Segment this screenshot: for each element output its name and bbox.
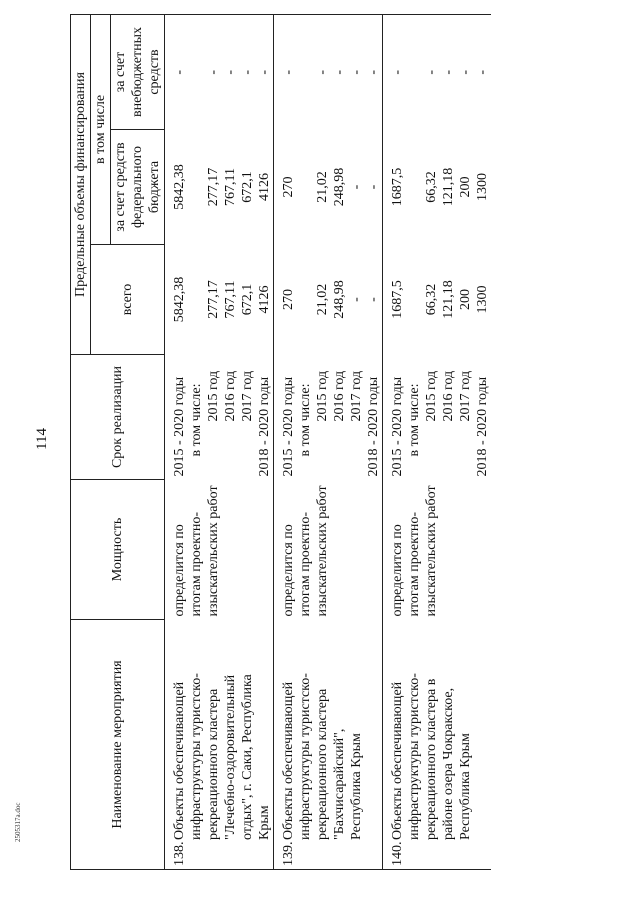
total-line: 121,18 — [441, 280, 456, 319]
rotated-table-container — [70, 15, 570, 870]
total-line: 270 — [281, 289, 296, 310]
period-line: 2015 год — [206, 370, 221, 422]
federal-line — [297, 133, 314, 242]
extra-line: - — [281, 69, 296, 75]
total-line: 200 — [458, 289, 473, 310]
row-name-text: Объекты обеспечивающей — [172, 681, 187, 840]
extra-line: - — [206, 69, 221, 75]
total-line — [406, 248, 423, 352]
row-total-cell — [165, 245, 274, 355]
header-extra: за счет внебюджетных средств — [111, 15, 165, 130]
row-name-line: рекреационного кластера — [206, 688, 221, 840]
row-period-cell — [274, 355, 383, 480]
federal-line: 277,17 — [206, 167, 221, 207]
row-number: 138. — [172, 841, 187, 866]
total-line: 21,02 — [315, 283, 330, 316]
total-line: 4126 — [257, 285, 272, 314]
financing-table — [70, 14, 491, 870]
extra-line: - — [441, 69, 456, 75]
footer-filename: 2505317а.doc — [14, 802, 22, 842]
federal-line — [188, 133, 205, 242]
period-line: 2015 - 2020 годы — [390, 376, 405, 477]
period-line: в том числе: — [189, 383, 204, 457]
period-line: 2017 год — [458, 370, 473, 422]
row-period-cell — [165, 355, 274, 480]
federal-line: 270 — [281, 176, 296, 198]
row-name-line: Крым — [257, 805, 272, 840]
row-name-line: "Лечебно-оздоровительный — [223, 674, 238, 840]
capacity-line: определится по — [172, 524, 187, 617]
period-line: 2016 год — [332, 370, 347, 422]
row-name-cell — [274, 620, 383, 870]
federal-line: 5842,38 — [172, 164, 187, 210]
extra-line: - — [332, 69, 347, 75]
extra-line — [188, 18, 205, 127]
period-line: 2015 год — [424, 370, 439, 422]
row-period-cell — [383, 355, 492, 480]
row-name-line: Республика Крым — [458, 733, 473, 840]
row-extra-cell — [274, 15, 383, 130]
total-line: 66,32 — [424, 283, 439, 316]
row-name-text: Объекты обеспечивающей — [390, 681, 405, 840]
period-line: 2018 - 2020 годы — [366, 376, 381, 477]
total-line: 1687,5 — [390, 280, 405, 319]
row-number: 139. — [281, 841, 296, 866]
period-line: в том числе: — [298, 383, 313, 457]
total-line: 248,98 — [332, 280, 347, 319]
total-line: - — [366, 297, 381, 302]
row-name-line: рекреационного кластера — [315, 688, 330, 840]
total-line: 277,17 — [206, 280, 221, 319]
capacity-line: определится по — [281, 524, 296, 617]
federal-line: 767,11 — [223, 168, 238, 206]
header-federal: за счет средств федерального бюджета — [111, 130, 165, 245]
extra-line: - — [390, 69, 405, 75]
row-name-line: районе озера Чокракское, — [441, 687, 456, 840]
total-line: 5842,38 — [172, 276, 187, 323]
table-body — [165, 15, 492, 870]
capacity-line: итогам проектно- — [189, 511, 204, 617]
row-name-line — [171, 623, 188, 867]
federal-line: 672,1 — [240, 171, 255, 203]
total-line: 672,1 — [240, 283, 255, 316]
row-extra-cell — [383, 15, 492, 130]
total-line — [188, 248, 205, 352]
total-line: - — [349, 297, 364, 302]
extra-line: - — [475, 69, 490, 75]
row-federal-cell — [383, 130, 492, 245]
row-name-cell — [383, 620, 492, 870]
row-name-line: отдых", г. Саки, Республика — [240, 674, 255, 840]
period-line: 2015 - 2020 годы — [281, 376, 296, 477]
header-period: Срок реализации — [71, 355, 165, 480]
row-name-line: инфраструктуры туристско- — [407, 673, 422, 840]
period-line: 2018 - 2020 годы — [475, 376, 490, 477]
row-total-cell — [383, 245, 492, 355]
row-capacity-cell — [274, 480, 383, 620]
total-line: 767,11 — [223, 280, 238, 319]
federal-line: - — [349, 184, 364, 190]
row-extra-cell — [165, 15, 274, 130]
row-name-line: инфраструктуры туристско- — [298, 673, 313, 840]
capacity-line: определится по — [390, 524, 405, 617]
table-row — [274, 15, 383, 870]
extra-line: - — [240, 69, 255, 75]
row-name-line: рекреационного кластера в — [424, 678, 439, 840]
extra-line: - — [349, 69, 364, 75]
header-name: Наименование мероприятия — [71, 620, 165, 870]
header-including: в том числе — [91, 15, 111, 245]
extra-line: - — [366, 69, 381, 75]
table-row — [165, 15, 274, 870]
row-name-line — [280, 623, 297, 867]
extra-line: - — [315, 69, 330, 75]
federal-line — [406, 133, 423, 242]
row-name-line: Республика Крым — [349, 733, 364, 840]
row-name-text: Объекты обеспечивающей — [281, 681, 296, 840]
extra-line — [297, 18, 314, 127]
row-name-line — [389, 623, 406, 867]
capacity-line: итогам проектно- — [298, 511, 313, 617]
header-total: всего — [91, 245, 165, 355]
extra-line: - — [458, 69, 473, 75]
period-line: 2016 год — [441, 370, 456, 422]
table-row — [383, 15, 492, 870]
extra-line: - — [223, 69, 238, 75]
row-total-cell — [274, 245, 383, 355]
federal-line: 1687,5 — [390, 167, 405, 207]
row-number: 140. — [390, 841, 405, 866]
federal-line: 21,02 — [315, 171, 330, 203]
capacity-line: изыскательских работ — [315, 485, 330, 617]
period-line: в том числе: — [407, 383, 422, 457]
federal-line: 121,18 — [441, 167, 456, 207]
total-line: 1300 — [475, 285, 490, 314]
federal-line: 200 — [458, 176, 473, 198]
capacity-line: изыскательских работ — [206, 485, 221, 617]
federal-line: - — [366, 184, 381, 190]
period-line: 2015 - 2020 годы — [172, 376, 187, 477]
period-line: 2017 год — [349, 370, 364, 422]
period-line: 2018 - 2020 годы — [257, 376, 272, 477]
federal-line: 66,32 — [424, 171, 439, 203]
header-limits: Предельные объемы финансирования — [71, 15, 91, 355]
row-capacity-cell — [165, 480, 274, 620]
extra-line: - — [424, 69, 439, 75]
row-name-line: инфраструктуры туристско- — [189, 673, 204, 840]
federal-line: 1300 — [475, 173, 490, 201]
row-name-line: "Бахчисарайский", — [332, 728, 347, 840]
period-line: 2015 год — [315, 370, 330, 422]
row-federal-cell — [165, 130, 274, 245]
total-line — [297, 248, 314, 352]
federal-line: 248,98 — [332, 167, 347, 207]
row-capacity-cell — [383, 480, 492, 620]
page-number: 114 — [34, 428, 50, 450]
period-line: 2016 год — [223, 370, 238, 422]
header-capacity: Мощность — [71, 480, 165, 620]
federal-line: 4126 — [257, 173, 272, 201]
capacity-line: изыскательских работ — [424, 485, 439, 617]
extra-line: - — [172, 69, 187, 75]
extra-line — [406, 18, 423, 127]
row-federal-cell — [274, 130, 383, 245]
capacity-line: итогам проектно- — [407, 511, 422, 617]
extra-line: - — [257, 69, 272, 75]
row-name-cell — [165, 620, 274, 870]
period-line: 2017 год — [240, 370, 255, 422]
